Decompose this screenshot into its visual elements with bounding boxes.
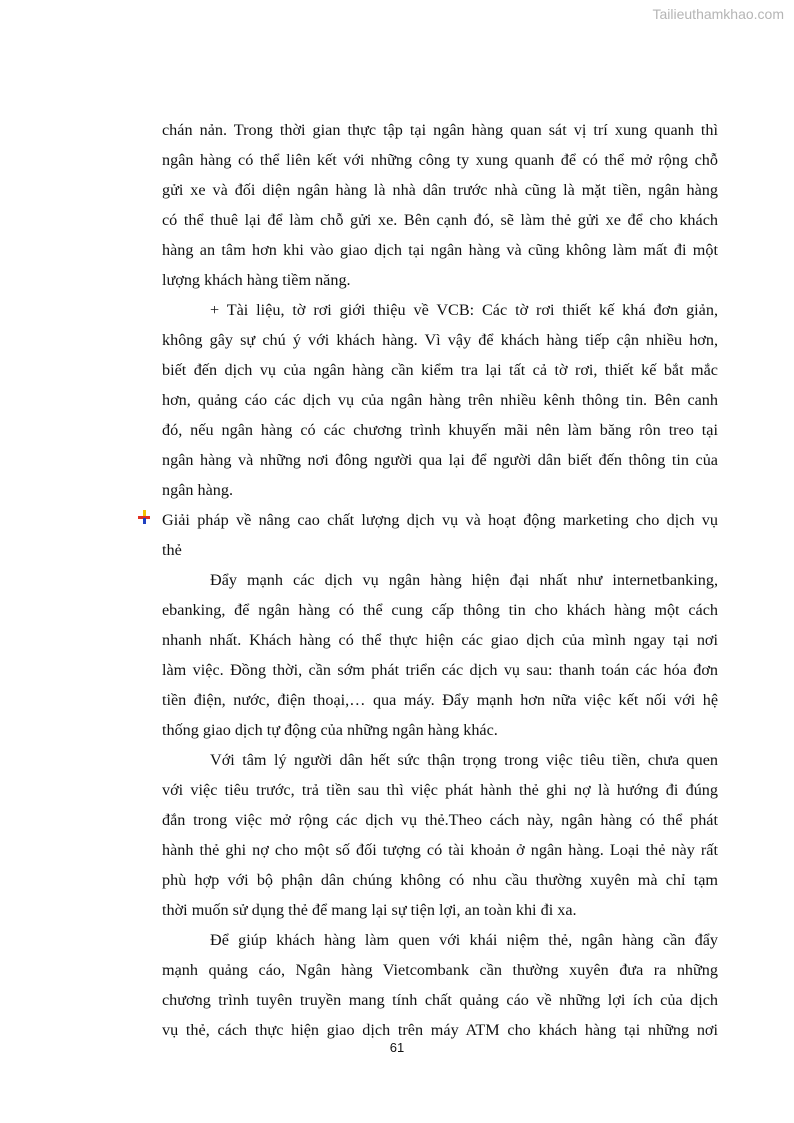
text-line: ngân hàng có thể liên kết với những công ty xung quanh để có thể mở rộng chỗ — [162, 151, 718, 169]
text-line: tiền điện, nước, điện thoại,… qua máy. Đẩy mạnh hơn nữa việc kết nối với hệ — [162, 691, 718, 709]
text-line: có thể thuê lại để làm chỗ gửi xe. Bên cạnh đó, sẽ làm thẻ gửi xe để cho khách — [162, 211, 718, 229]
text-line: đắn trong việc mở rộng các dịch vụ thẻ.Theo cách này, ngân hàng có thể phát — [162, 811, 718, 829]
text-line: biết đến dịch vụ của ngân hàng cần kiểm tra lại tất cả tờ rơi, thiết kế bắt mắc — [162, 361, 718, 379]
text-line: chán nản. Trong thời gian thực tập tại ngân hàng quan sát vị trí xung quanh thì — [162, 121, 718, 139]
text-line: với việc tiêu trước, trả tiền sau thì việc phát hành thẻ ghi nợ là hướng đi đúng — [162, 781, 718, 799]
text-line: hơn, quảng cáo các dịch vụ của ngân hàng trên nhiều kênh thông tin. Bên canh — [162, 391, 718, 409]
text-line: Đẩy mạnh các dịch vụ ngân hàng hiện đại nhất như internetbanking, — [210, 571, 718, 589]
text-line: thời muốn sử dụng thẻ để mang lại sự tiện lợi, an toàn khi đi xa. — [162, 901, 577, 919]
text-line: thẻ — [162, 541, 182, 559]
text-line: vụ thẻ, cách thực hiện giao dịch trên máy ATM cho khách hàng tại những nơi — [162, 1021, 718, 1039]
text-line: đó, nếu ngân hàng có các chương trình khuyến mãi nên làm băng rôn treo tại — [162, 421, 718, 439]
text-line: ngân hàng và những nơi đông người qua lại để người dân biết đến thông tin của — [162, 451, 718, 469]
text-line: chương trình tuyên truyền mang tính chất quảng cáo về những lợi ích của dịch — [162, 991, 718, 1009]
text-line: Để giúp khách hàng làm quen với khái niệm thẻ, ngân hàng cần đẩy — [210, 931, 718, 949]
watermark: Tailieuthamkhao.com — [652, 6, 784, 22]
text-line: Giải pháp về nâng cao chất lượng dịch vụ và hoạt động marketing cho dịch vụ — [162, 511, 718, 529]
text-line: hành thẻ ghi nợ cho một số đối tượng có tài khoản ở ngân hàng. Loại thẻ này rất — [162, 841, 718, 859]
text-line: lượng khách hàng tiềm năng. — [162, 271, 351, 289]
text-line: làm việc. Đồng thời, cần sớm phát triển các dịch vụ sau: thanh toán các hóa đơn — [162, 661, 718, 679]
text-line: gửi xe và đối diện ngân hàng là nhà dân trước nhà cũng là mặt tiền, ngân hàng — [162, 181, 718, 199]
text-line: thống giao dịch tự động của những ngân hàng khác. — [162, 721, 498, 739]
text-line: hàng an tâm hơn khi vào giao dịch tại ngân hàng và cũng không làm mất đi một — [162, 241, 718, 259]
text-line: Với tâm lý người dân hết sức thận trọng trong việc tiêu tiền, chưa quen — [210, 751, 718, 769]
text-line: nhanh nhất. Khách hàng có thể thực hiện các giao dịch của mình ngay tại nơi — [162, 631, 718, 649]
text-line: phù hợp với bộ phận dân chúng không có nhu cầu thường xuyên mà chỉ tạm — [162, 871, 718, 889]
text-line: mạnh quảng cáo, Ngân hàng Vietcombank cần thường xuyên đưa ra những — [162, 961, 718, 979]
page-number: 61 — [389, 1040, 405, 1055]
bullet-icon — [138, 510, 150, 524]
text-line: không gây sự chú ý với khách hàng. Vì vậy để khách hàng tiếp cận nhiều hơn, — [162, 331, 718, 349]
text-line: ebanking, để ngân hàng có thể cung cấp thông tin cho khách hàng một cách — [162, 601, 718, 619]
text-line: ngân hàng. — [162, 481, 234, 499]
text-line: + Tài liệu, tờ rơi giới thiệu về VCB: Các tờ rơi thiết kế khá đơn giản, — [210, 301, 718, 319]
